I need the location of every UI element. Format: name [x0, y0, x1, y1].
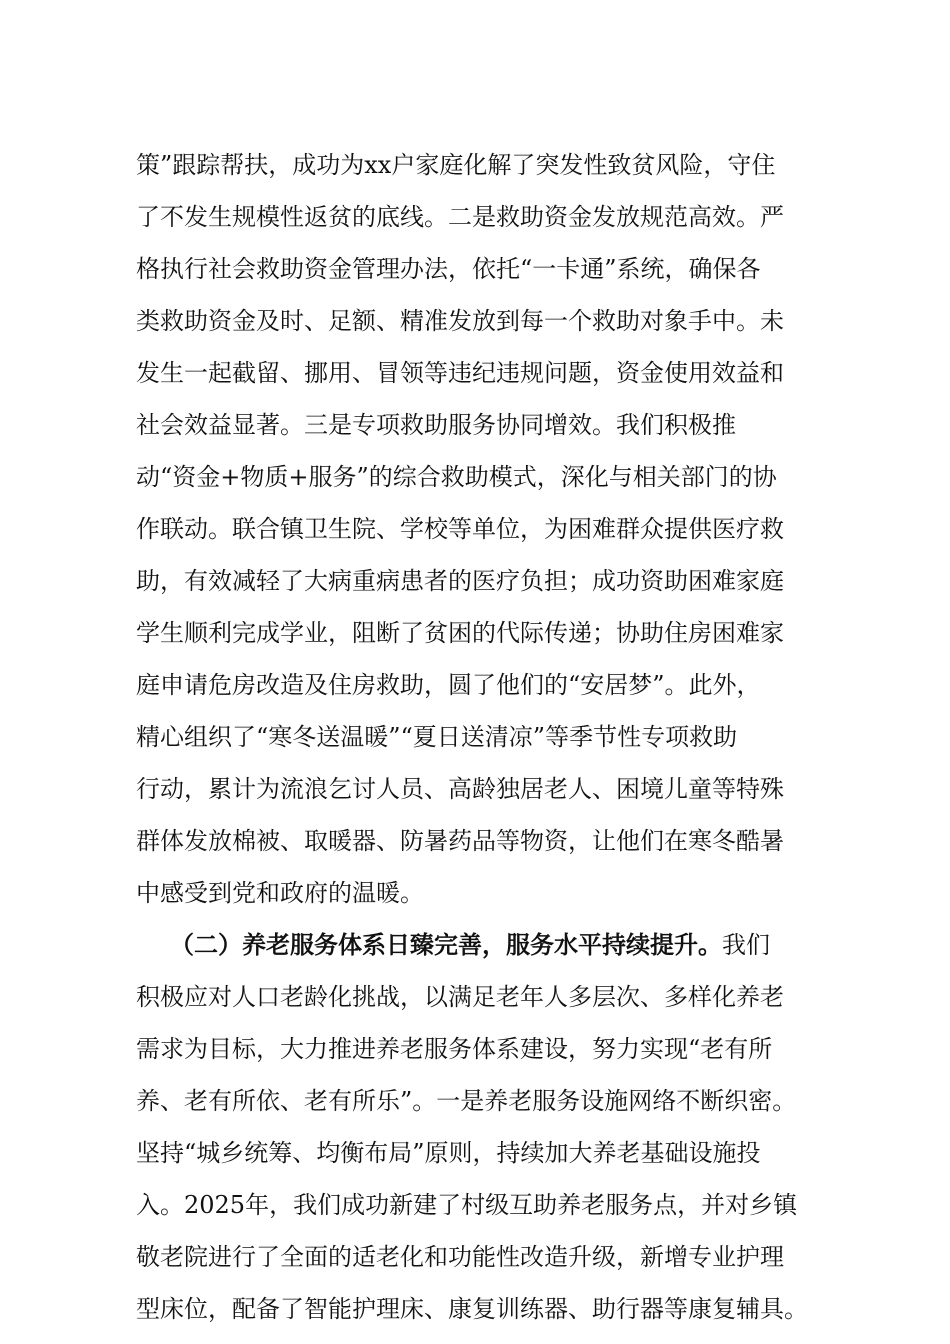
body-text-line: 了不发生规模性返贫的底线。二是救助资金发放规范高效。严 — [136, 203, 784, 231]
body-text-line: 积极应对人口老龄化挑战，以满足老年人多层次、多样化养老 — [136, 983, 784, 1011]
body-text-line: 学生顺利完成学业，阻断了贫困的代际传递；协助住房困难家 — [136, 619, 784, 647]
body-text-line: 格执行社会救助资金管理办法，依托“一卡通”系统，确保各 — [136, 255, 761, 283]
section-heading: （二）养老服务体系日臻完善，服务水平持续提升。 — [170, 930, 722, 959]
section-heading-line — [170, 923, 860, 967]
body-text-line: 助，有效减轻了大病重病患者的医疗负担；成功资助困难家庭 — [136, 567, 784, 595]
body-text-line: 策”跟踪帮扶，成功为xx户家庭化解了突发性致贫风险，守住 — [136, 151, 776, 179]
body-text-line: 群体发放棉被、取暖器、防暑药品等物资，让他们在寒冬酷暑 — [136, 827, 784, 855]
body-text-line: 型床位，配备了智能护理床、康复训练器、助行器等康复辅具。 — [136, 1295, 808, 1323]
body-text-line: 社会效益显著。三是专项救助服务协同增效。我们积极推 — [136, 411, 736, 439]
body-text-line: 作联动。联合镇卫生院、学校等单位，为困难群众提供医疗救 — [136, 515, 784, 543]
body-text-line: 坚持“城乡统筹、均衡布局”原则，持续加大养老基础设施投 — [136, 1139, 761, 1167]
body-text-line: 中感受到党和政府的温暖。 — [136, 879, 424, 907]
body-text-line: 养、老有所依、老有所乐”。一是养老服务设施网络不断织密。 — [136, 1087, 797, 1115]
body-text-line: 发生一起截留、挪用、冒领等违纪违规问题，资金使用效益和 — [136, 359, 784, 387]
body-text-line: 精心组织了“寒冬送温暖”“夏日送清凉”等季节性专项救助 — [136, 723, 738, 751]
body-text-line: 动“资金+物质+服务”的综合救助模式，深化与相关部门的协 — [136, 463, 777, 491]
body-text-line: 类救助资金及时、足额、精准发放到每一个救助对象手中。未 — [136, 307, 784, 335]
body-text-line: 行动，累计为流浪乞讨人员、高龄独居老人、困境儿童等特殊 — [136, 775, 784, 803]
section-heading-tail: 我们 — [722, 931, 770, 959]
body-text-line: 入。2025年，我们成功新建了村级互助养老服务点，并对乡镇 — [136, 1191, 798, 1219]
body-text-line: 需求为目标，大力推进养老服务体系建设，努力实现“老有所 — [136, 1035, 773, 1063]
body-text-line: 庭申请危房改造及住房救助，圆了他们的“安居梦”。此外， — [136, 671, 761, 699]
body-text-line: 敬老院进行了全面的适老化和功能性改造升级，新增专业护理 — [136, 1243, 784, 1271]
